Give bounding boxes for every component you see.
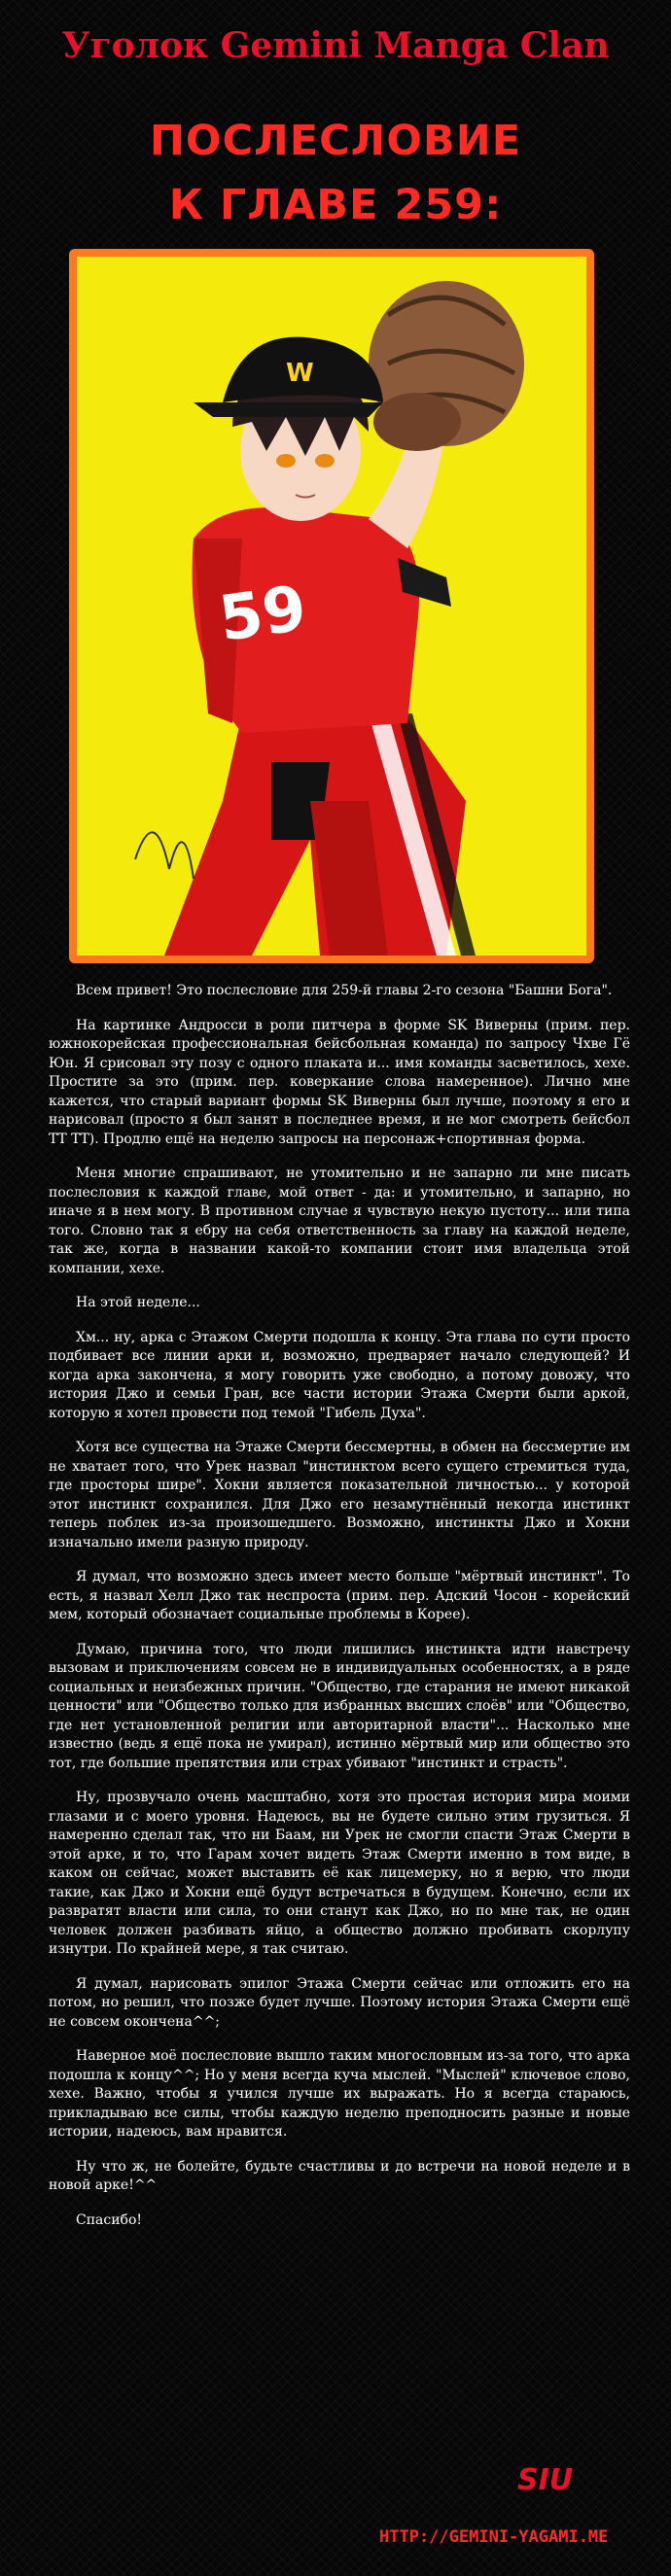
article-paragraph: Ну что ж, не болейте, будьте счастливы и до встречи на новой неделе и в новой арке!^^ [49, 2158, 630, 2193]
article-paragraph: Думаю, причина того, что люди лишились инстинкта идти навстречу вызовам и приключениям совсем не в индивидуальных особенностях, а в ряде социальных и неизбежных причин. "Общество, где старания не имеют никакой ценности" или "Общество только для избранных высших слоёв" или "Общество, где нет установленной религии или авторитарной власти"... Насколько мне известно (ведь я ещё пока не умирал), истинно мёртвый мир или общество это тот, где большие препятствия или страх убивают "инстинкт и страсть". [49, 1641, 630, 1771]
afterword-title-line2: К ГЛАВЕ 259: [168, 181, 503, 229]
article-paragraph: На этой неделе... [76, 1295, 200, 1310]
article-paragraph: На картинке Андросси в роли питчера в форме SK Виверны (прим. пер. южнокорейская профессиональная бейсбольная команда) по запросу Чхве Гё Юн. Я срисовал эту позу с одного плаката и... имя команды засветилось, хехе. Простите за это (прим. пер. коверкание слова намеренное). Лично мне кажется, что старый вариант формы SK Виверны был лучше, поэтому я его и нарисовал (просто я был занят в последнее время, и не мог смотреть бейсбол ТТ ТТ). Продлю ещё на неделю запросы на персонаж+спортивная форма. [49, 1017, 630, 1147]
article-paragraph: Я думал, нарисовать эпилог Этажа Смерти сейчас или отложить его на потом, но решил, что позже будет лучше. Поэтому история Этажа Смерти ещё не совсем окончена^^; [49, 1975, 630, 2030]
manga-illustration-pitcher [77, 257, 586, 956]
article-paragraph: Меня многие спрашивают, не утомительно и не запарно ли мне писать послесловия к каждой главе, мой ответ - да: и утомительно, и запарно, но иначе я в нем могу. В противном случае я чувствую некую пустоту... или типа того. Словно так я ебру на себя ответственность за главу на каждой неделе, так же, когда в названии какой-то компании стоит имя владельца этой компании, хехе. [49, 1166, 630, 1276]
site-link[interactable]: HTTP://GEMINI-YAGAMI.ME [379, 2527, 609, 2547]
subtitle [0, 86, 671, 109]
svg-text:W: W [286, 359, 314, 388]
article-paragraph: Хотя все существа на Этаже Смерти бессмертны, в обмен на бессмертие им не хватает того, что Урек назвал "инстинктом всего сущего стремиться туда, где просторы шире". Хокни является показательной личностью... у которой этот инстинкт сохранился. Для Джо его незамутнённый некогда инстинкт теперь поблек из-за произошедшего. Возможно, инстинкты Джо и Хокни изначально имели разную природу. [49, 1440, 630, 1550]
svg-text:59: 59 [214, 573, 311, 656]
afterword-article [49, 982, 630, 2245]
article-paragraph: Я думал, что возможно здесь имеет место больше "мёртвый инстинкт". То есть, я назвал Хелл Джо так неспроста (прим. пер. Адский Чосон - корейский мем, который обозначает социальные проблемы в Корее). [49, 1569, 630, 1622]
article-paragraph: Всем привет! Это послесловие для 259-й главы 2-го сезона "Башни Бога". [76, 983, 613, 998]
article-paragraph: Спасибо! [76, 2211, 143, 2228]
clan-title: Уголок Gemini Manga Clan [61, 25, 610, 66]
article-paragraph: Хм... ну, арка с Этажом Смерти подошла к концу. Эта глава по сути просто подбивает все линии арки и, возможно, предваряет начало следующей? И когда арка закончена, я могу говорить уже свободно, а потому довожу, что история Джо и семьи Гран, все части истории Этажа Смерти были аркой, которую я хотел провести под темой "Гибель Духа". [49, 1329, 630, 1421]
afterword-title-line1: ПОСЛЕСЛОВИЕ [149, 117, 522, 165]
author-signature: SIU [517, 2463, 574, 2497]
artwork-frame [69, 249, 594, 963]
article-paragraph: Ну, прозвучало очень масштабно, хотя это простая история мира моими глазами и с моего уровня. Надеюсь, вы не будете сильно этим грузиться. Я намеренно сделал так, что ни Баам, ни Урек не смогли спасти Этаж Смерти в этой арке, и то, что Гарам хочет видеть Этаж Смерти именно в том виде, в каком он сейчас, может выставить её как лицемерку, но я верю, что люди такие, как Джо и Хокни ещё будут встречаться в будущем. Конечно, если их развратят власти или сила, то они станут как Джо, но по мне так, не один человек должен разбивать яйцо, а общество должно пробивать скорлупу изнутри. По крайней мере, я так считаю. [49, 1790, 630, 1957]
afterword-title [0, 109, 671, 237]
article-paragraph: Наверное моё послесловие вышло таким многословным из-за того, что арка подошла к концу^^; Но у меня всегда куча мыслей. "Мыслей" ключевое слово, хехе. Важно, чтобы я учился лучше их выражать. Но я всегда стараюсь, прикладываю все силы, чтобы каждую неделю преподносить разные и новые истории, надеюсь, вам нравится. [49, 2048, 630, 2140]
